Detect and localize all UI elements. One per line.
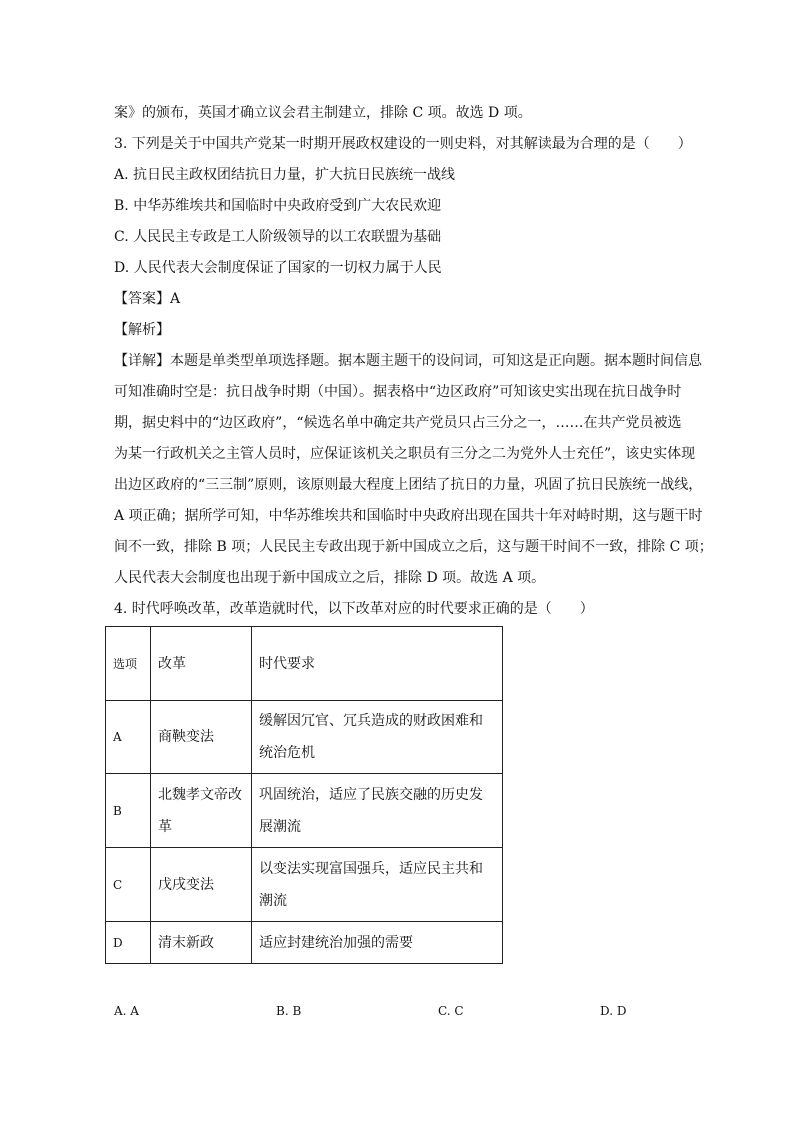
- table-cell: 巩固统治，适应了民族交融的历史发展潮流: [252, 774, 503, 848]
- analysis-line: 为某一行政机关之主管人员时，应保证该机关之职员有三分之二为党外人士充任”，该史实体现: [114, 446, 696, 462]
- analysis-line: 间不一致，排除 B 项；人民民主专政出现于新中国成立之后，这与题干时间不一致，排除 C 项；: [114, 539, 713, 555]
- header-cell: 时代要求: [252, 627, 503, 701]
- table-cell: A: [106, 701, 151, 774]
- choice-c[interactable]: C. C: [438, 1004, 464, 1018]
- analysis-line: 人民代表大会制度也出现于新中国成立之后，排除 D 项。故选 A 项。: [114, 570, 546, 586]
- option-b: B. 中华苏维埃共和国临时中央政府受到广大农民欢迎: [114, 198, 442, 214]
- choice-d[interactable]: D. D: [600, 1004, 627, 1018]
- reform-table: [105, 626, 503, 964]
- option-a: A. 抗日民主政权团结抗日力量，扩大抗日民族统一战线: [114, 167, 456, 183]
- text-line: 案》的颁布，英国才确立议会君主制建立，排除 C 项。故选 D 项。: [114, 105, 532, 121]
- analysis-heading: 【解析】: [114, 322, 170, 338]
- choice-b[interactable]: B. B: [276, 1004, 302, 1018]
- table-row: [106, 848, 503, 922]
- table-cell: 戊戌变法: [151, 848, 252, 922]
- table-cell: D: [106, 922, 151, 964]
- analysis-line: A 项正确；据所学可知，中华苏维埃共和国临时中央政府出现在国共十年对峙时期，这与题干时: [114, 508, 703, 524]
- table-cell: 以变法实现富国强兵，适应民主共和潮流: [252, 848, 503, 922]
- table-cell: 清末新政: [151, 922, 252, 964]
- question-stem: 3. 下列是关于中国共产党某一时期开展政权建设的一则史料，对其解读最为合理的是（ ）: [114, 136, 692, 152]
- header-cell: 改革: [151, 627, 252, 701]
- table-cell: 缓解因冗官、冗兵造成的财政困难和统治危机: [252, 701, 503, 774]
- table-row: [106, 774, 503, 848]
- table-cell: 适应封建统治加强的需要: [252, 922, 503, 964]
- analysis-line: 期，据史料中的“边区政府”，“候选名单中确定共产党员只占三分之一，……在共产党员被选: [114, 415, 682, 431]
- table-cell: 北魏孝文帝改革: [151, 774, 252, 848]
- option-d: D. 人民代表大会制度保证了国家的一切权力属于人民: [114, 260, 442, 276]
- table-row: [106, 922, 503, 964]
- table-cell: 商鞅变法: [151, 701, 252, 774]
- table-cell: C: [106, 848, 151, 922]
- analysis-line: 【详解】本题是单类型单项选择题。据本题主题干的设问词，可知这是正向题。据本题时间信息: [114, 353, 702, 369]
- choice-a[interactable]: A. A: [114, 1004, 139, 1018]
- table-cell: B: [106, 774, 151, 848]
- table-header-row: [106, 627, 503, 701]
- table-row: [106, 701, 503, 774]
- header-cell: 选项: [106, 627, 151, 701]
- option-c: C. 人民民主专政是工人阶级领导的以工农联盟为基础: [114, 229, 442, 245]
- analysis-line: 可知准确时空是：抗日战争时期（中国）。据表格中“边区政府”可知该史实出现在抗日战争时: [114, 384, 682, 400]
- question-stem: 4. 时代呼唤改革，改革造就时代，以下改革对应的时代要求正确的是（ ）: [114, 601, 594, 617]
- answer-label: 【答案】A: [114, 291, 181, 307]
- analysis-line: 出边区政府的“三三制”原则，该原则最大程度上团结了抗日的力量，巩固了抗日民族统一战线，: [114, 477, 703, 493]
